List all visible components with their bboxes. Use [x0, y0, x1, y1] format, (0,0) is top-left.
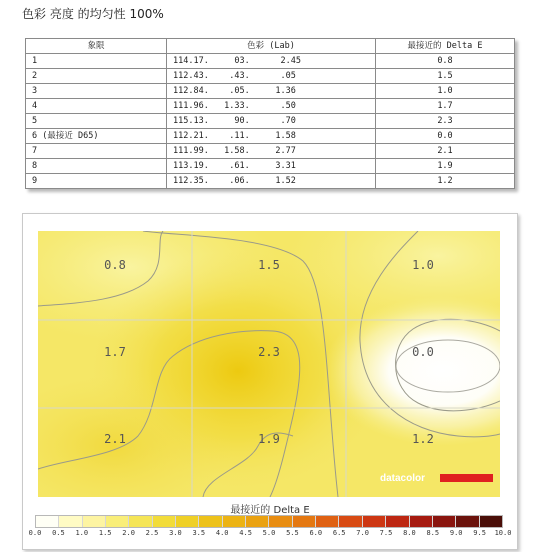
page-title: 色彩 亮度 的均匀性 100%	[22, 7, 164, 21]
lab-cell: 115.13. 90. .70	[167, 114, 376, 129]
uniformity-table-container	[25, 38, 515, 189]
lab-cell: 112.21. .11. 1.58	[167, 129, 376, 144]
delta-e-cell: 1.5	[376, 69, 515, 84]
quadrant-cell: 3	[26, 84, 167, 99]
quadrant-cell: 1	[26, 54, 167, 69]
delta-e-cell: 2.1	[376, 144, 515, 159]
table-row	[26, 69, 515, 84]
quadrant-cell: 2	[26, 69, 167, 84]
scale-tick-label: 0.0	[28, 529, 42, 537]
scale-tick-label: 0.5	[52, 529, 65, 537]
scale-swatch	[410, 516, 433, 527]
cell-label: 1.9	[258, 432, 280, 446]
scale-swatch	[363, 516, 386, 527]
legend-title: 最接近的 Delta E	[230, 505, 310, 516]
scale-tick-label: 3.5	[192, 529, 206, 537]
lab-cell: 111.99. 1.58. 2.77	[167, 144, 376, 159]
scale-swatch	[199, 516, 222, 527]
cell-label: 1.0	[412, 258, 434, 272]
scale-swatch	[83, 516, 106, 527]
lab-cell: 113.19. .61. 3.31	[167, 159, 376, 174]
uniformity-table	[25, 38, 515, 189]
scale-swatch	[269, 516, 292, 527]
color-scale	[35, 515, 503, 528]
lab-cell: 114.17. 03. 2.45	[167, 54, 376, 69]
scale-swatch	[480, 516, 502, 527]
cell-label: 1.5	[258, 258, 280, 272]
delta-e-cell: 1.9	[376, 159, 515, 174]
scale-tick-label: 2.0	[122, 529, 135, 537]
scale-swatch	[129, 516, 152, 527]
scale-tick-label: 7.0	[356, 529, 369, 537]
scale-tick-label: 6.0	[309, 529, 323, 537]
scale-tick-label: 5.0	[262, 529, 276, 537]
scale-swatch	[386, 516, 409, 527]
scale-swatch	[153, 516, 176, 527]
table-row	[26, 99, 515, 114]
scale-tick-label: 9.5	[473, 529, 486, 537]
lab-cell: 112.43. .43. .05	[167, 69, 376, 84]
scale-swatch	[223, 516, 246, 527]
scale-tick-label: 2.5	[145, 529, 159, 537]
delta-e-cell: 1.7	[376, 99, 515, 114]
scale-tick-label: 1.0	[75, 529, 89, 537]
scale-swatch	[246, 516, 269, 527]
scale-tick-label: 1.5	[98, 529, 112, 537]
scale-swatch	[433, 516, 456, 527]
header-delta-e: 最接近的 Delta E	[376, 39, 515, 54]
delta-e-cell: 2.3	[376, 114, 515, 129]
cell-label: 1.2	[412, 432, 434, 446]
scale-swatch	[293, 516, 316, 527]
table-row	[26, 114, 515, 129]
lab-cell: 112.35. .06. 1.52	[167, 174, 376, 189]
uniformity-heatmap-figure	[22, 213, 518, 550]
delta-e-cell: 1.2	[376, 174, 515, 189]
scale-tick-label: 8.5	[426, 529, 440, 537]
scale-swatch	[59, 516, 82, 527]
table-row	[26, 54, 515, 69]
scale-swatch	[36, 516, 59, 527]
scale-tick-label: 3.0	[169, 529, 182, 537]
table-row	[26, 174, 515, 189]
lab-cell: 112.84. .05. 1.36	[167, 84, 376, 99]
table-row	[26, 144, 515, 159]
table-row	[26, 129, 515, 144]
brand-logo-bar	[440, 474, 493, 482]
table-row	[26, 84, 515, 99]
delta-e-cell: 0.0	[376, 129, 515, 144]
scale-swatch	[456, 516, 479, 527]
table-row	[26, 159, 515, 174]
heatmap-svg	[38, 231, 500, 497]
quadrant-cell: 8	[26, 159, 167, 174]
quadrant-cell: 4	[26, 99, 167, 114]
lab-cell: 111.96. 1.33. .50	[167, 99, 376, 114]
delta-e-cell: 1.0	[376, 84, 515, 99]
scale-tick-label: 6.5	[332, 529, 346, 537]
cell-label: 0.8	[104, 258, 126, 272]
scale-tick-label: 4.5	[239, 529, 252, 537]
cell-label: 2.1	[104, 432, 126, 446]
delta-e-cell: 0.8	[376, 54, 515, 69]
scale-tick-label: 8.0	[403, 529, 416, 537]
scale-tick-label: 10.0	[494, 529, 512, 537]
header-lab: 色彩 (Lab)	[167, 39, 376, 54]
scale-tick-label: 5.5	[286, 529, 299, 537]
brand-logo-text: datacolor	[380, 473, 426, 484]
header-quadrant: 象限	[26, 39, 167, 54]
quadrant-cell: 5	[26, 114, 167, 129]
color-scale-ticks	[27, 529, 511, 541]
scale-swatch	[316, 516, 339, 527]
quadrant-cell: 7	[26, 144, 167, 159]
scale-tick-label: 7.5	[379, 529, 393, 537]
cell-label: 0.0	[412, 345, 434, 359]
quadrant-cell: 9	[26, 174, 167, 189]
scale-tick-label: 9.0	[449, 529, 463, 537]
quadrant-cell: 6 (最接近 D65)	[26, 129, 167, 144]
scale-swatch	[176, 516, 199, 527]
cell-label: 2.3	[258, 345, 280, 359]
uniformity-heatmap	[38, 231, 500, 497]
scale-tick-label: 4.0	[215, 529, 229, 537]
scale-swatch	[106, 516, 129, 527]
cell-label: 1.7	[104, 345, 126, 359]
scale-swatch	[339, 516, 362, 527]
table-header-row	[26, 39, 515, 54]
